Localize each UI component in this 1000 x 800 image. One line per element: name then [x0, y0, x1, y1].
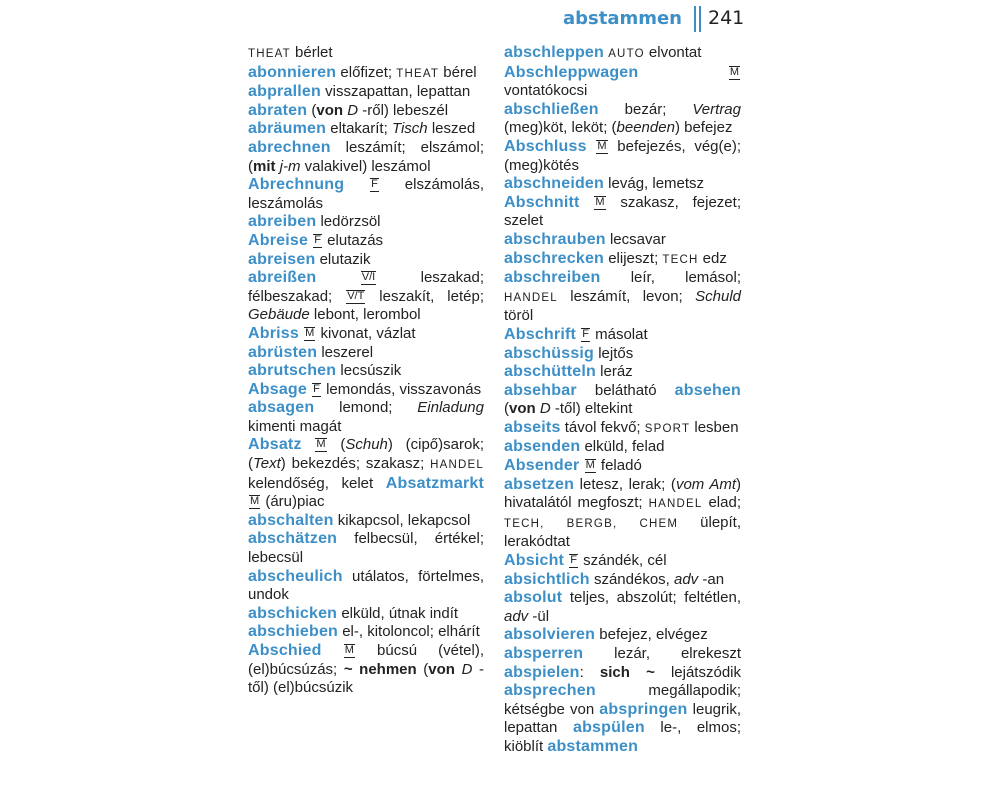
text: megállapodik; kétségbe von [504, 682, 741, 718]
text: lesben [690, 418, 739, 436]
headword: abschalten [248, 511, 334, 529]
text: el-, kitoloncol; elhárít [338, 623, 480, 641]
headword: absenden [504, 438, 581, 456]
text: elutazik [315, 250, 371, 268]
text: valakivel) leszámol [300, 157, 431, 175]
gender-tag: M [316, 438, 326, 451]
text: leszámít, levon; [557, 287, 696, 305]
text [564, 552, 568, 569]
italic-text: Tisch [391, 120, 428, 138]
gender-tag: V/I [361, 271, 376, 284]
dictionary-entry [248, 399, 484, 436]
italic-text: Text [253, 455, 281, 473]
gender-tag: M [305, 326, 315, 339]
gender-tag: F [582, 327, 589, 340]
text: elküld, felad [580, 438, 665, 456]
dictionary-entry [504, 250, 741, 270]
headword: Abreise [248, 231, 309, 249]
dictionary-entry [248, 139, 484, 176]
dictionary-entry [504, 476, 741, 552]
headword: abräumen [248, 120, 327, 138]
headword: absolut [504, 589, 563, 607]
headword: abschreiben [504, 269, 601, 287]
running-headword: abstammen [562, 8, 682, 29]
gender-tag: F [314, 233, 322, 246]
text: lecsavar [605, 230, 666, 248]
text [455, 661, 462, 678]
text: ) bekezdés; szakasz; [280, 455, 431, 473]
text: ( [416, 660, 429, 678]
label-abbrev: SPORT [644, 422, 691, 435]
text: elvontat [644, 44, 702, 61]
headword: absperren [504, 645, 584, 662]
dictionary-entry [248, 176, 484, 213]
headword: abprallen [248, 83, 321, 101]
text: -től) (el)búcsúzik [248, 660, 485, 697]
dictionary-entry [248, 120, 484, 139]
headword: abreisen [248, 250, 316, 268]
dictionary-entry [504, 44, 741, 64]
text [307, 381, 311, 398]
text [302, 436, 315, 453]
text: kimenti magát [248, 417, 342, 435]
text: -an [698, 570, 725, 588]
italic-text: vom Amt [675, 475, 736, 493]
right-column [504, 44, 741, 757]
gender-tag: M [597, 139, 607, 152]
headword: abschrecken [504, 249, 605, 267]
label-abbrev: AUTO [608, 48, 645, 60]
italic-text: D [347, 101, 359, 119]
headword: abonnieren [248, 63, 337, 81]
headword: abschleppen [504, 44, 605, 61]
text: töröl [504, 307, 534, 325]
text: ) befejez [674, 119, 733, 137]
dictionary-entry [248, 232, 484, 251]
headword: absprechen [504, 682, 596, 700]
text [579, 457, 583, 474]
headword: abschneiden [504, 175, 605, 193]
text: ( [307, 101, 317, 119]
label-abbrev: THEAT [396, 67, 440, 80]
dictionary-entry [504, 101, 741, 138]
italic-text: D [461, 660, 473, 678]
text: lemondás, visszavonás [321, 380, 482, 398]
text: lecsúszik [336, 362, 402, 380]
headword: abschätzen [248, 530, 338, 548]
dictionary-entry [504, 645, 741, 757]
gender-tag: F [371, 178, 378, 191]
bold-text: ~ nehmen [343, 660, 417, 678]
dictionary-entry [504, 138, 741, 175]
text: visszapattan, lepattan [320, 83, 471, 101]
headword: abrüsten [248, 343, 318, 361]
bold-text: von [316, 101, 344, 119]
text: lezár, elrekeszt [583, 645, 741, 662]
header-rule-2 [699, 6, 701, 32]
dictionary-entry [248, 251, 484, 270]
dictionary-entry [248, 344, 484, 363]
text: lebont, lerombol [309, 306, 421, 324]
text [580, 194, 594, 211]
dictionary-entry [248, 530, 484, 567]
text: leszed [427, 120, 476, 138]
headword: abschieben [248, 623, 339, 641]
text [576, 326, 580, 343]
italic-text: Gebäude [248, 306, 310, 324]
gender-tag: F [570, 554, 577, 567]
headword: abreiben [248, 213, 317, 231]
text: leszakít, letép; [366, 287, 484, 305]
dictionary-entry [504, 231, 741, 250]
headword: abstammen [547, 737, 639, 755]
headword: Absatz [248, 436, 302, 454]
dictionary-entry [248, 44, 484, 64]
headword: abschicken [248, 604, 338, 622]
gender-tag: M [585, 459, 595, 472]
headword: abscheulich [248, 567, 343, 585]
text [638, 64, 727, 81]
text: szakasz, fejezet; szelet [504, 193, 741, 230]
text: bérel [439, 63, 477, 81]
dictionary-entry [504, 175, 741, 194]
headword: Abschrift [504, 325, 577, 343]
text: letesz, lerak; ( [574, 475, 676, 493]
headword: Abschleppwagen [504, 63, 639, 81]
label-abbrev: TECH [662, 253, 699, 266]
headword: abseits [504, 418, 561, 436]
text: (meg)köt, leköt; ( [504, 119, 617, 137]
text: teljes, abszolút; feltétlen, [562, 589, 741, 607]
bold-text: von [428, 660, 455, 678]
header-rule-1 [694, 6, 696, 32]
headword: abspielen [504, 663, 580, 681]
headword: abrutschen [248, 362, 337, 380]
text: szándékos, [589, 570, 674, 588]
headword: Absender [504, 457, 580, 475]
dictionary-entry [248, 325, 484, 344]
dictionary-entry [504, 552, 741, 571]
text: belátható [576, 381, 675, 399]
dictionary-entry [248, 213, 484, 232]
dictionary-entry [504, 626, 741, 645]
gender-tag: M [344, 644, 354, 656]
label-abbrev: HANDEL [648, 498, 703, 511]
text [299, 325, 303, 342]
headword: abraten [248, 101, 308, 119]
text: leszámít; elszámol; ( [248, 138, 484, 175]
headword: abschütteln [504, 363, 596, 381]
text: kivonat, vázlat [316, 324, 416, 342]
text: bérlet [290, 44, 333, 61]
headword: Absicht [504, 552, 565, 570]
headword: absetzen [504, 475, 575, 493]
text: ( [327, 436, 346, 454]
italic-text: Schuld [695, 287, 741, 305]
gender-tag: M [729, 65, 739, 78]
dictionary-entry [504, 589, 741, 626]
text: lemond; [314, 399, 418, 417]
text: ) hivatalától megfoszt; [504, 475, 741, 512]
text: -ről) lebeszél [358, 101, 449, 119]
text: utálatos, förtelmes, undok [248, 567, 484, 604]
bold-text: von [509, 400, 536, 418]
label-abbrev: HANDEL [430, 459, 484, 472]
text [316, 269, 359, 286]
text: másolat [590, 325, 648, 343]
gender-tag: M [595, 195, 605, 208]
dictionary-entry [248, 83, 484, 102]
headword: Abschluss [504, 137, 587, 155]
headword: abschließen [504, 100, 599, 118]
text: elad; [702, 494, 741, 512]
dictionary-entry [504, 438, 741, 457]
headword: Abriss [248, 324, 299, 342]
headword: Absatzmarkt [385, 474, 484, 492]
dictionary-entry [248, 623, 484, 642]
gender-tag: F [313, 382, 320, 395]
dictionary-entry [504, 326, 741, 345]
dictionary-entry [248, 64, 484, 84]
italic-text: adv [504, 607, 529, 625]
italic-text: beenden [616, 119, 675, 137]
headword: Abschied [248, 642, 322, 659]
text: szándék, cél [578, 552, 667, 570]
italic-text: adv [674, 570, 699, 588]
dictionary-entry [248, 605, 484, 624]
text: elijeszt; [604, 249, 663, 267]
text: távol fekvő; [560, 418, 645, 436]
text: vontatókocsi [504, 82, 588, 100]
headword: Absage [248, 380, 307, 398]
text: felbecsül, értékel; lebecsül [248, 530, 484, 567]
text: feladó [596, 457, 642, 475]
text [308, 232, 312, 249]
dictionary-entry [504, 419, 741, 439]
dictionary-entry [248, 568, 484, 605]
dictionary-entry [504, 194, 741, 231]
text: kikapcsol, lekapcsol [333, 511, 471, 529]
headword: Abrechnung [248, 176, 345, 194]
text: leugrik, lepattan [504, 700, 741, 737]
dictionary-entry [248, 436, 484, 511]
dictionary-entry [504, 345, 741, 364]
text: le-, elmos; kiöblít [504, 719, 741, 755]
headword: absolvieren [504, 626, 596, 644]
dictionary-entry [504, 269, 741, 326]
headword: Abschnitt [504, 193, 580, 211]
text [344, 176, 369, 193]
text: lejátszódik [654, 663, 741, 681]
dictionary-entry [504, 457, 741, 476]
text: kelendőség, kelet [248, 474, 386, 492]
text: (áru)piac [261, 493, 325, 511]
bold-text: sich ~ [599, 663, 655, 681]
dictionary-entry [504, 382, 741, 419]
text: -től) eltekint [550, 400, 633, 418]
text: ülepít, lerakódtat [504, 513, 742, 551]
page-number: 241 [708, 7, 745, 29]
text: elküld, útnak indít [337, 604, 459, 622]
text: edz [698, 249, 727, 267]
page-header [0, 6, 743, 34]
text: levág, lemetsz [604, 175, 705, 193]
text: -ül [528, 607, 550, 625]
gender-tag: M [250, 495, 260, 508]
left-column [248, 44, 484, 698]
dictionary-entry [248, 362, 484, 381]
text: lejtős [594, 344, 634, 362]
dictionary-entry [248, 269, 484, 325]
text: búcsú (vétel), (el)búcsúzás; [248, 642, 484, 678]
dictionary-entry [248, 642, 484, 698]
headword: abrechnen [248, 138, 331, 156]
text: leráz [596, 363, 633, 381]
headword: abschüssig [504, 344, 595, 362]
dictionary-entry [248, 102, 484, 121]
headword: abspülen [572, 719, 645, 737]
italic-text: j-m [279, 157, 301, 175]
label-abbrev: HANDEL [504, 291, 558, 304]
italic-text: Vertrag [692, 100, 741, 118]
label-abbrev: THEAT [248, 48, 291, 60]
text: leszakad; félbeszakad; [248, 269, 484, 305]
text: ) (cipő)sarok; ( [248, 436, 484, 473]
headword: abspringen [599, 700, 688, 718]
headword: absagen [248, 399, 315, 417]
dictionary-entry [248, 512, 484, 531]
text: : [579, 663, 600, 681]
text: leszerel [317, 343, 374, 361]
gender-tag: V/T [347, 289, 365, 302]
italic-text: Schuh [345, 436, 388, 454]
text: ledörzsöl [316, 213, 381, 231]
dictionary-entry [504, 363, 741, 382]
text [322, 642, 343, 659]
text: eltakarít; [326, 120, 392, 138]
text [587, 138, 596, 155]
text: befejez, elvégez [595, 626, 708, 644]
dictionary-entry [504, 64, 741, 101]
italic-text: Einladung [417, 399, 484, 417]
headword: absehen [674, 381, 741, 399]
dictionary-entry [248, 381, 484, 400]
headword: absehbar [504, 381, 577, 399]
bold-text: mit [253, 157, 276, 175]
text: elutazás [323, 231, 384, 249]
text: előfizet; [336, 63, 397, 81]
headword: absichtlich [504, 570, 590, 588]
label-abbrev: TECH, BERGB, CHEM [504, 517, 679, 530]
text: ( [504, 400, 509, 418]
headword: abreißen [248, 269, 317, 287]
text: leír, lemásol; [600, 269, 741, 287]
italic-text: D [539, 400, 551, 418]
headword: abschrauben [504, 230, 606, 248]
text: elszámolás, leszámolás [248, 176, 484, 212]
text: bezár; [598, 100, 693, 118]
text: befejezés, vég(e); (meg)kötés [504, 137, 741, 174]
dictionary-entry [504, 571, 741, 590]
